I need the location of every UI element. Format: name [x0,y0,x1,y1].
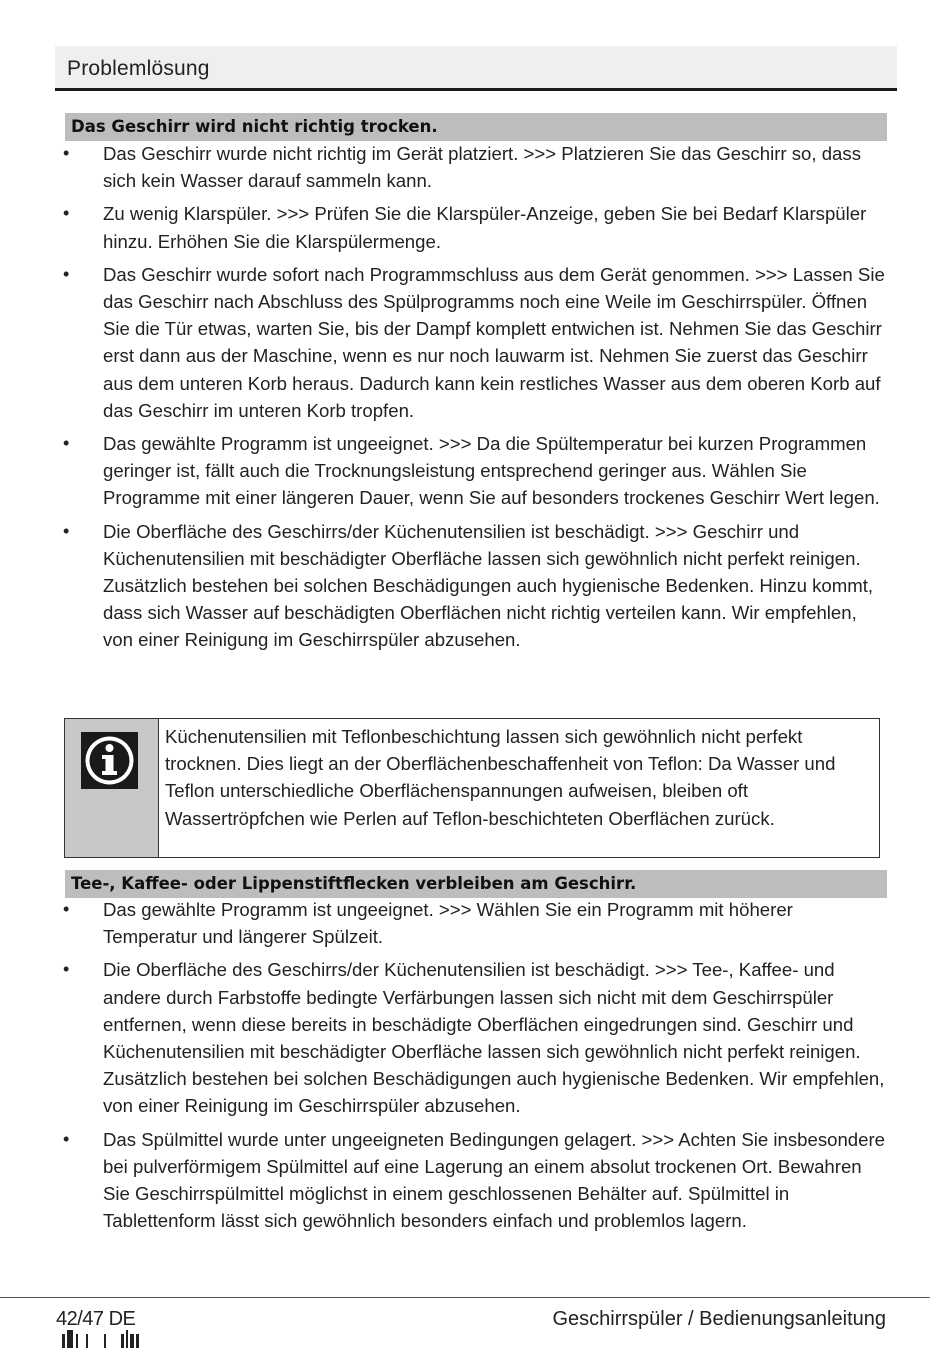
footer-title: Geschirrspüler / Bedienungsanleitung [552,1308,886,1330]
bullet-icon: • [63,263,70,284]
bullet-icon: • [63,1128,70,1149]
bullet-list-stains [60,896,890,1240]
list-item: • Zu wenig Klarspüler. >>> Prüfen Sie die Klarspüler-Anzeige, geben Sie bei Bedarf Klarspüler hinzu. Erhöhen Sie die Klarspülermenge. [60,200,890,254]
bullet-icon: • [63,433,70,454]
list-item: • Das gewählte Programm ist ungeeignet. >>> Da die Spültemperatur bei kurzen Programmen geringer ist, fällt auch die Trocknungsleistung entsprechend geringer aus. Wählen Sie Programme mit einer längeren Dauer, wenn Sie auf besonders trockenes Geschirr Wert legen. [60,430,890,512]
info-icon-cell [65,719,159,857]
page-title: Problemlösung [67,57,210,80]
bullet-icon: • [63,203,70,224]
barcode-icon [60,1328,150,1348]
bullet-list-drying [60,140,890,660]
section-heading-drying: Das Geschirr wird nicht richtig trocken. [65,113,887,141]
list-item: • Das gewählte Programm ist ungeeignet. >>> Wählen Sie ein Programm mit höherer Temperatur und längerer Spülzeit. [60,896,890,950]
info-note-text: Küchenutensilien mit Teflonbeschichtung lassen sich gewöhnlich nicht perfekt trocknen. Dies liegt an der Oberflächenbeschaffenheit von Teflon: Da Wasser und Teflon unterschiedliche Oberflächenspannungen aufweisen, bleiben oft Wassertröpfchen wie Perlen auf Teflon-beschichteten Oberflächen zurück. [165,726,836,829]
footer-divider [0,1297,930,1298]
list-item: • Die Oberfläche des Geschirrs/der Küchenutensilien ist beschädigt. >>> Geschirr und Küchenutensilien mit beschädigter Oberfläche lassen sich gewöhnlich nicht perfekt reinigen. Zusätzlich bestehen bei solchen Beschädigungen auch hygienische Bedenken. Hinzu kommt, dass sich Wasser auf beschädigten Oberflächen nicht richtig verteilen kann. Wir empfehlen, von einer Reinigung im Geschirrspüler abzusehen. [60,518,890,654]
page-header [55,46,897,91]
bullet-icon: • [63,520,70,541]
bullet-icon: • [63,143,70,163]
section-heading-stains: Tee-, Kaffee- oder Lippenstiftflecken verbleiben am Geschirr. [65,870,887,898]
list-item: • Die Oberfläche des Geschirrs/der Küchenutensilien ist beschädigt. >>> Tee-, Kaffee- und andere durch Farbstoffe bedingte Verfärbungen lassen sich nicht mit dem Geschirrspüler entfernen, wenn diese bereits in beschädigte Oberflächen eingedrungen sind. Geschirr und Küchenutensilien mit beschädigter Oberfläche lassen sich gewöhnlich nicht perfekt reinigen. Zusätzlich bestehen bei solchen Beschädigungen auch hygienische Bedenken. Wir empfehlen, von einer Reinigung im Geschirrspüler abzusehen. [60,956,890,1119]
list-item: • Das Spülmittel wurde unter ungeeigneten Bedingungen gelagert. >>> Achten Sie insbesondere bei pulverförmigem Spülmittel auf eine Lagerung an einem absolut trockenen Ort. Bewahren Sie Geschirrspülmittel möglichst in einem geschlossenen Behälter auf. Spülmittel in Tablettenform lässt sich gewöhnlich besonders einfach und problemlos lagern. [60,1126,890,1235]
page-number: 42/47 DE [56,1308,136,1330]
list-item: • Das Geschirr wurde nicht richtig im Gerät platziert. >>> Platzieren Sie das Geschirr so, dass sich kein Wasser darauf sammeln kann. [60,140,890,194]
info-icon [81,732,138,789]
bullet-icon: • [63,959,70,980]
info-note [64,718,880,858]
list-item: • Das Geschirr wurde sofort nach Programmschluss aus dem Gerät genommen. >>> Lassen Sie das Geschirr nach Abschluss des Spülprogramms noch eine Weile im Geschirrspüler. Öffnen Sie die Tür etwas, warten Sie, bis der Dampf komplett entwichen ist. Nehmen Sie das Geschirr erst dann aus der Maschine, wenn es nur noch lauwarm ist. Nehmen Sie zuerst das Geschirr aus dem unteren Korb heraus. Dadurch kann kein restliches Wasser aus dem oberen Korb auf das Geschirr im unteren Korb tropfen. [60,261,890,424]
bullet-icon: • [63,899,70,919]
